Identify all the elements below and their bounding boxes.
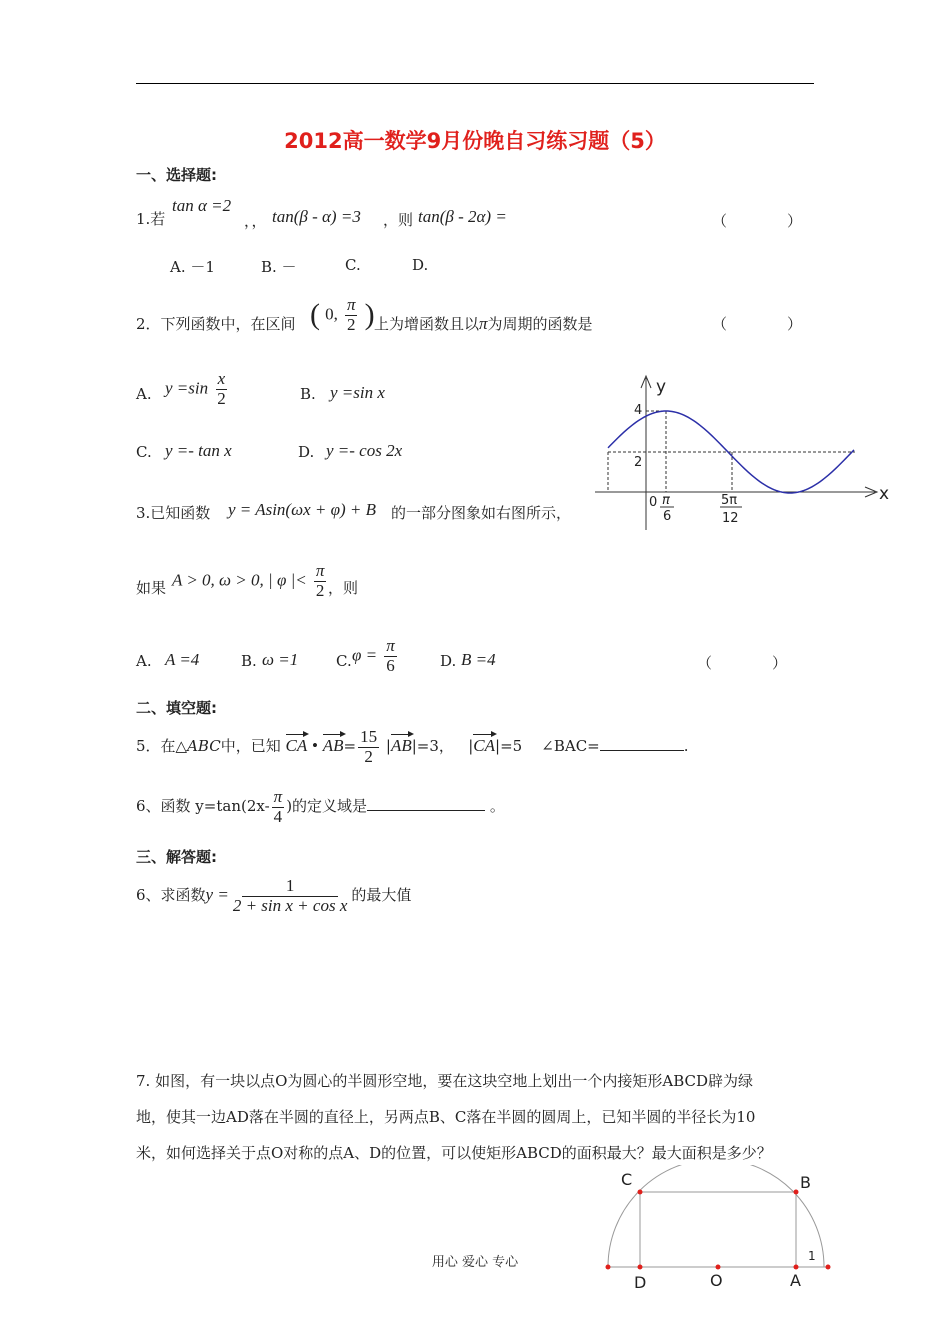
q5-mid: 中，已知 (220, 737, 281, 756)
q5-prefix: 5．在△ (136, 737, 188, 756)
q5-vector-ca-abs: CA (473, 736, 496, 756)
q2-option-c-label: C. (136, 443, 152, 461)
q1-prefix: 1.若 (136, 210, 166, 228)
semicircle-figure (596, 1165, 846, 1295)
q2-option-a-num: x (217, 369, 226, 388)
q3-option-c-label: C. (336, 652, 352, 670)
tick-2: 2 (634, 455, 643, 470)
tick-5pi12-num: 5π (721, 493, 738, 508)
q5-abc: ABC (187, 737, 221, 756)
q2-suffix1: 上为增函数且以 (374, 315, 480, 333)
q2-interval-left: 0, (325, 304, 338, 324)
q3-prefix: 3.已知函数 (136, 504, 211, 522)
section-choice-heading: 一、选择题: (136, 166, 217, 184)
q5-value-num: 15 (360, 727, 378, 746)
q2-option-a-lhs: y =sin (165, 378, 209, 398)
q2-suffix2: 为周期的函数是 (487, 315, 593, 333)
q5-dot: • (312, 736, 318, 756)
q1-option-d: D. (412, 256, 429, 274)
q3-option-c-lhs: φ = (352, 645, 378, 665)
q5-vector-ca: CA (285, 736, 308, 756)
q3-cond-den: 2 (315, 580, 325, 600)
q6b-suffix: 的最大值 (351, 886, 412, 905)
q5-abs-ab-pre: | (385, 737, 391, 756)
q3-cond-suffix: ，则 (328, 579, 359, 597)
q2-prefix: 2．下列函数中，在区间 (136, 315, 296, 333)
q2-option-c: y =- tan x (165, 441, 232, 460)
question-6-fill (136, 788, 505, 826)
q2-option-d-label: D. (298, 443, 315, 461)
q3-option-c-num: π (386, 636, 395, 655)
q1-cond2: tan(β - α) =3 (272, 207, 361, 226)
q3-option-a: A =4 (165, 650, 200, 669)
q2-option-a (165, 370, 230, 408)
q3-formula: y = Asin(ωx + φ) + B (228, 500, 377, 519)
q3-option-a-label: A. (136, 652, 152, 670)
q6b-prefix: 6、求函数 (136, 886, 206, 905)
q2-pi: π (479, 314, 488, 333)
q1-answer-bracket: （ ） (712, 212, 803, 230)
q6a-end: 。 (489, 797, 505, 816)
tick-0: 0 (649, 495, 658, 510)
q7-line-3: 米，如何选择关于点O对称的点A、D的位置，可以使矩形ABCD的面积最大？最大面积是多少？ (136, 1144, 772, 1162)
tick-4: 4 (634, 403, 643, 418)
q1-sep: ，， (244, 212, 267, 230)
q2-answer-bracket: （ ） (712, 315, 803, 333)
footer-text: 用心 爱心 专心 (431, 1255, 519, 1270)
q2-interval: ( 0, $\frac{\pi}{2}$ ) (310, 295, 375, 334)
question-6-answer (136, 877, 411, 915)
q5-abs-ca-post: |=5 (495, 737, 523, 756)
section-answer-heading: 三、解答题: (136, 848, 217, 866)
q3-cond-num: π (315, 561, 325, 580)
q3-option-c-den: 6 (386, 655, 395, 675)
page-title: 2012高一数学9月份晚自习练习题（5） (284, 129, 666, 153)
point-c (638, 1190, 643, 1195)
label-c: C (621, 1170, 633, 1189)
q2-option-b-label: B. (300, 385, 316, 403)
q6b-den: 2 + sin x + cos x (232, 895, 348, 915)
q2-option-a-label: A. (136, 385, 152, 403)
q5-abs-ca-pre: | (468, 737, 474, 756)
header-rule (136, 83, 814, 84)
q5-answer-blank[interactable] (600, 750, 684, 751)
q3-option-d-label: D. (440, 652, 457, 670)
q6a-prefix: 6、函数 y=tan(2x- (136, 797, 270, 816)
q1-option-b: B. － (261, 258, 297, 276)
q6b-lhs: y = (205, 885, 229, 905)
q3-cond: A > 0, ω > 0, | φ |< (172, 570, 307, 590)
q2-option-d: y =- cos 2x (326, 441, 403, 460)
q5-vector-ab-abs: AB (390, 736, 412, 756)
label-a: A (790, 1271, 801, 1290)
q5-abs-ab-post: |=3， (411, 737, 454, 756)
q6a-num: π (273, 787, 283, 806)
q3-condition (172, 562, 328, 600)
q2-interval-num: π (346, 295, 356, 314)
question-5 (136, 728, 689, 766)
label-o: O (710, 1271, 723, 1290)
sine-graph (590, 370, 900, 540)
point-b (794, 1190, 799, 1195)
label-d: D (634, 1273, 647, 1292)
question-1 (136, 208, 165, 229)
y-axis-label: y (656, 377, 667, 397)
q3-option-b-label: B. (241, 652, 257, 670)
q6a-suffix: )的定义域是 (286, 797, 368, 816)
tick-pi6-num: π (662, 493, 670, 508)
q5-end: . (683, 737, 689, 756)
x-axis-label: x (879, 484, 890, 504)
section-fill-heading: 二、填空题: (136, 699, 217, 717)
q5-angle: ∠BAC= (541, 737, 600, 756)
q6a-den: 4 (273, 806, 283, 826)
q3-suffix: 的一部分图象如右图所示， (391, 504, 572, 522)
page-number: 1 (808, 1249, 816, 1263)
tick-pi6-den: 6 (663, 509, 672, 524)
q3-option-d: B =4 (461, 650, 496, 669)
q2-option-b: y =sin x (330, 383, 385, 402)
q7-line-2: 地，使其一边AD落在半圆的直径上，另两点B、C落在半圆的圆周上，已知半圆的半径长为10 (136, 1108, 756, 1126)
q5-eq: = (343, 737, 357, 756)
q1-target: tan(β - 2α) = (418, 207, 507, 226)
q6a-answer-blank[interactable] (367, 810, 485, 811)
q2-suffix (374, 313, 593, 334)
q7-line-1: 7. 如图，有一块以点O为圆心的半圆形空地，要在这块空地上划出一个内接矩形ABCD辟为绿 (136, 1072, 754, 1090)
q1-cond1: tan α =2 (172, 196, 232, 215)
q3-cond-prefix: 如果 (136, 579, 167, 597)
q2-option-a-den: 2 (217, 388, 226, 408)
tick-5pi12-den: 12 (722, 511, 739, 526)
q5-vector-ab: AB (322, 736, 344, 756)
q2-interval-den: 2 (346, 314, 356, 334)
q1-option-a: A. －1 (170, 258, 215, 276)
q5-value-den: 2 (364, 746, 373, 766)
q1-then: ，则 (383, 211, 414, 229)
q3-option-b: ω =1 (262, 650, 299, 669)
q1-option-c: C. (345, 256, 361, 274)
q3-option-c (352, 637, 399, 675)
q6b-num: 1 (242, 877, 339, 897)
q3-answer-bracket: （ ） (697, 654, 788, 672)
label-b: B (800, 1173, 811, 1192)
